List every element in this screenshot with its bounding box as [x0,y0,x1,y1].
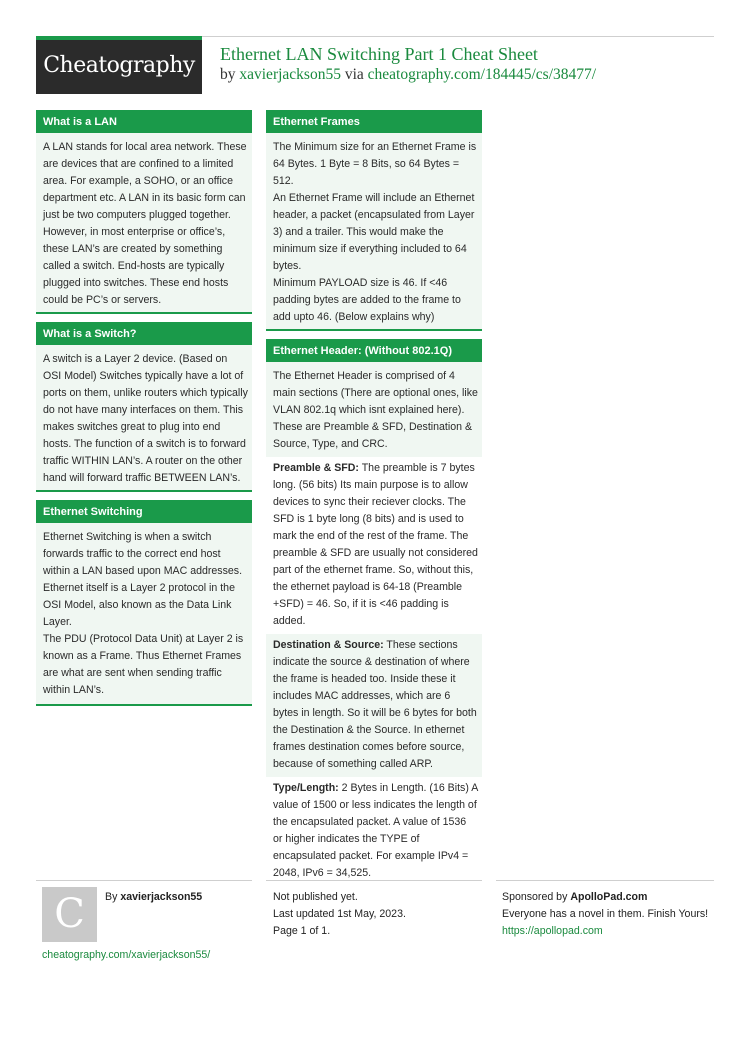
page-title: Ethernet LAN Switching Part 1 Cheat Sheet [220,44,538,64]
author-profile-link[interactable]: cheatography.com/xavierjackson55/ [42,949,211,961]
footer-divider [496,880,714,881]
section-title: What is a LAN [36,110,252,133]
via-label: via [344,66,364,83]
row-text: These sections indicate the source & destination of where the frame is headed too. Inside these it includes MAC addresses, which are 6 bytes in length. So it will be 6 bytes for both the Destination & the Source. In ethernet frames destination comes before source, because of something called ARP. [273,639,477,770]
section-text: An Ethernet Frame will include an Ethernet header, a packet (encapsulated from Layer 3) and a trailer. This would make the minimum size if everything included to 64 bytes. [273,192,475,272]
sheet-url-link[interactable]: cheatography.com/184445/cs/38477/ [367,66,597,83]
cheatography-logo[interactable]: Cheatography [36,36,202,94]
section-text: The PDU (Protocol Data Unit) at Layer 2 is known as a Frame. Thus Ethernet Frames are what are sent when sending traffic within LAN’s. [43,633,244,696]
row-text: The preamble is 7 bytes long. (56 bits) Its main purpose is to allow devices to sync their reciever clocks. The SFD is 1 byte long (8 bits) and is used to mark the end of the rest of the frame. The preamble & SFD are usually not considered part of the ethernet frame. So, without this, the ethernet payload is 64-18 (Preamble +SFD) = 46. So, if it is <46 padding is added. [273,462,478,627]
section-title: Ethernet Header: (Without 802.1Q) [266,339,482,362]
section-ethernet-frames [266,110,482,331]
by-label: By [105,891,118,903]
footer-author [105,891,202,903]
row-label: Destination & Source: [273,639,384,651]
type-length-row [266,777,482,886]
column-middle [266,110,482,894]
publish-status: Not published yet. [273,891,358,903]
by-label: by [220,66,236,83]
section-text: Ethernet Switching is when a switch forwards traffic to the correct end host within a LAN based upon MAC addresses. Ethernet itself is a Layer 2 protocol in the OSI Model, also known as the Data Link Layer. [43,531,243,628]
section-what-is-lan [36,110,252,314]
section-body [36,345,252,490]
author-link[interactable]: xavierjackson55 [239,66,341,83]
footer-sponsor [502,889,712,940]
section-text: A LAN stands for local area network. These are devices that are confined to a limited area. For example, a SOHO, or an office department etc. A LAN in its basic form can just be two computers plugged together. However, in most enterprise or office’s, these LAN’s are created by something called a switch. End-hosts are typically plugged into switches. These end hosts could be PC’s or servers. [43,141,247,306]
footer-divider [266,880,482,881]
section-text: Minimum PAYLOAD size is 46. If <46 padding bytes are added to the frame to add upto 46. (Below explains why) [273,277,461,323]
byline [220,66,596,84]
footer-publication-info [273,889,483,940]
header-divider [202,36,714,37]
section-title: Ethernet Frames [266,110,482,133]
destination-source-row [266,634,482,777]
row-text: 2 Bytes in Length. (16 Bits) A value of 1500 or less indicates the length of the encapsulated packet. A value of 1536 or higher indicates the TYPE of encapsulated packet. For example IPv4 = 2048, IPv6 = 34,525. [273,782,478,879]
sponsor-line [502,889,712,906]
author-name[interactable]: xavierjackson55 [120,891,203,903]
author-avatar[interactable]: C [42,887,97,942]
sponsor-tagline: Everyone has a novel in them. Finish Yours! [502,908,709,920]
preamble-row [266,457,482,634]
page-count: Page 1 of 1. [273,925,331,937]
section-ethernet-switching [36,500,252,706]
header-intro-row [266,362,482,457]
page-header [36,36,714,94]
section-what-is-switch [36,322,252,492]
section-title: What is a Switch? [36,322,252,345]
row-label: Type/Length: [273,782,339,794]
section-text: A switch is a Layer 2 device. (Based on OSI Model) Switches typically have a lot of ports on them, unlike routers which typically do not have many interfaces on them. This makes switches great to plug into end hosts. The function of a switch is to forward traffic WITHIN LAN’s. A router on the other hand will forward traffic BETWEEN LAN’s. [43,353,248,484]
footer-divider [36,880,252,881]
sponsor-name[interactable]: ApolloPad.com [570,891,648,903]
sponsor-link[interactable]: https://apollopad.com [502,925,603,937]
column-left [36,110,252,714]
section-text: The Minimum size for an Ethernet Frame is 64 Bytes. 1 Byte = 8 Bits, so 64 Bytes = 512. [273,141,477,187]
section-body [36,523,252,704]
section-body [36,133,252,312]
row-text: The Ethernet Header is comprised of 4 main sections (There are optional ones, like VLAN 802.1q which isnt explained here). These are Preamble & SFD, Destination & Source, Type, and CRC. [273,370,478,450]
section-title: Ethernet Switching [36,500,252,523]
row-label: Preamble & SFD: [273,462,359,474]
sponsor-prefix: Sponsored by [502,891,568,903]
section-ethernet-header [266,339,482,886]
last-updated: Last updated 1st May, 2023. [273,908,406,920]
section-body [266,133,482,329]
